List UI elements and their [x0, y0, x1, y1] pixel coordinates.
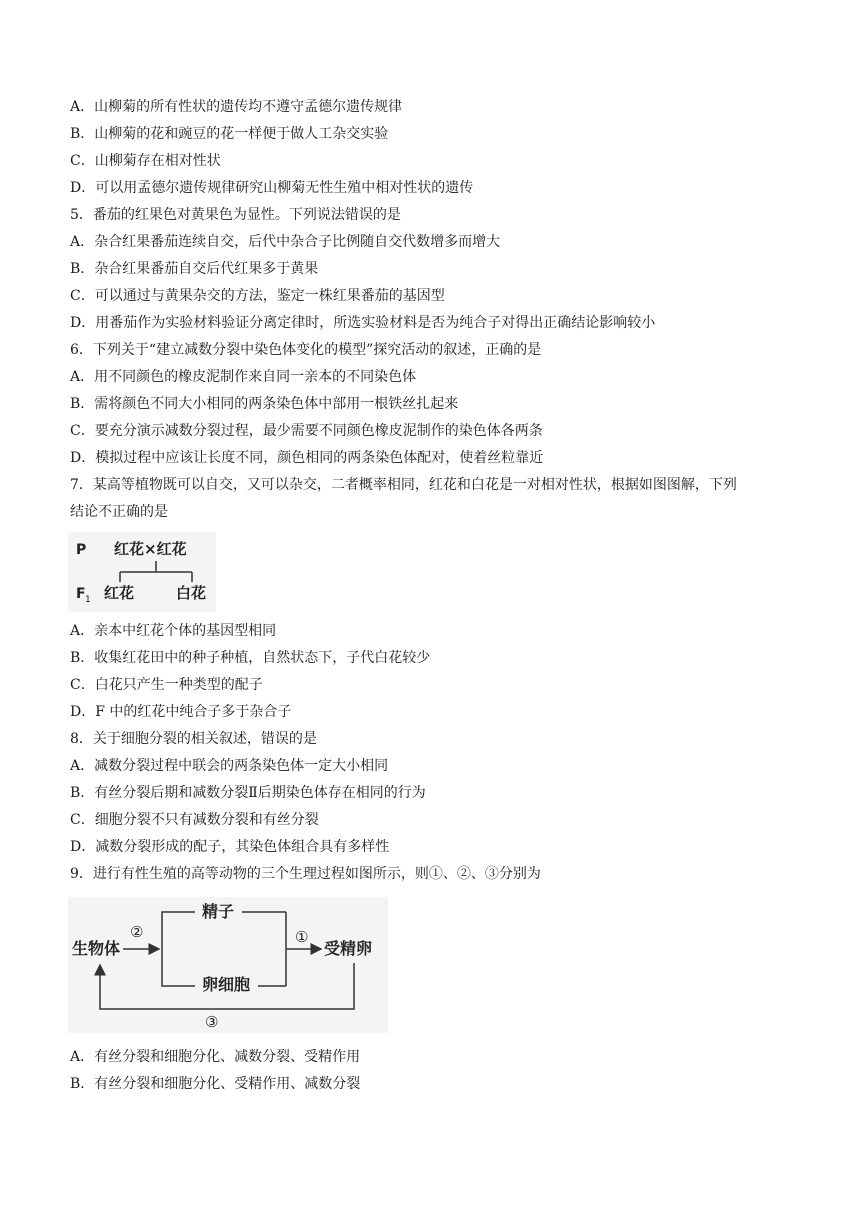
q5-option-a: A．杂合红果番茄连续自交，后代中杂合子比例随自交代数增多而增大	[70, 234, 501, 250]
q7-cross-diagram	[68, 532, 216, 612]
q6-option-d: D．模拟过程中应该让长度不同，颜色相同的两条染色体配对，使着丝粒靠近	[70, 450, 544, 466]
q6-option-b: B．需将颜色不同大小相同的两条染色体中部用一根铁丝扎起来	[70, 396, 459, 412]
q4-option-c: C．山柳菊存在相对性状	[70, 153, 221, 169]
q9-zygote-label: 受精卵	[324, 939, 373, 958]
q7-option-c: C．白花只产生一种类型的配子	[70, 677, 263, 693]
q7-f1-label: F	[76, 586, 86, 602]
q4-option-d: D．可以用孟德尔遗传规律研究山柳菊无性生殖中相对性状的遗传	[70, 180, 474, 196]
q9-process-diagram	[68, 897, 388, 1033]
q6-option-a: A．用不同颜色的橡皮泥制作来自同一亲本的不同染色体	[70, 369, 417, 385]
q9-option-b: B．有丝分裂和细胞分化、受精作用、减数分裂	[70, 1076, 361, 1092]
q6-option-c: C．要充分演示减数分裂过程，最少需要不同颜色橡皮泥制作的染色体各两条	[70, 423, 543, 439]
q8-stem: 8．关于细胞分裂的相关叙述，错误的是	[70, 731, 317, 747]
q9-organism-label: 生物体	[72, 939, 121, 958]
q7-option-b: B．收集红花田中的种子种植，自然状态下，子代白花较少	[70, 650, 431, 666]
q7-p-label: P	[76, 542, 87, 558]
q7-child-red: 红花	[104, 584, 135, 602]
q8-option-c: C．细胞分裂不只有减数分裂和有丝分裂	[70, 812, 319, 828]
q7-option-a: A．亲本中红花个体的基因型相同	[70, 623, 277, 639]
q6-stem: 6．下列关于“建立减数分裂中染色体变化的模型”探究活动的叙述，正确的是	[70, 342, 542, 358]
q7-parent-cross: 红花×红花	[114, 540, 187, 558]
q9-stem: 9．进行有性生殖的高等动物的三个生理过程如图所示，则①、②、③分别为	[70, 866, 541, 882]
q4-option-b: B．山柳菊的花和豌豆的花一样便于做人工杂交实验	[70, 126, 389, 142]
q9-left-bracket	[162, 912, 172, 986]
q5-option-d: D．用番茄作为实验材料验证分离定律时，所选实验材料是否为纯合子对得出正确结论影响较小	[70, 315, 656, 331]
q7-stem-line1: 7．某高等植物既可以自交，又可以杂交，二者概率相同，红花和白花是一对相对性状，根据如图图解，下列	[70, 477, 737, 493]
q7-option-d: D．F 中的红花中纯合子多于杂合子	[70, 704, 292, 720]
q7-f1-subscript: 1	[85, 595, 91, 605]
q9-option-a: A．有丝分裂和细胞分化、减数分裂、受精作用	[70, 1049, 361, 1065]
q9-sperm-label: 精子	[202, 902, 235, 921]
q9-mark-3: ③	[205, 1013, 219, 1031]
q8-option-a: A．减数分裂过程中联会的两条染色体一定大小相同	[70, 758, 389, 774]
q5-option-c: C．可以通过与黄果杂交的方法，鉴定一株红果番茄的基因型	[70, 288, 445, 304]
q4-option-a: A．山柳菊的所有性状的遗传均不遵守孟德尔遗传规律	[70, 99, 403, 115]
q5-stem: 5．番茄的红果色对黄果色为显性。下列说法错误的是	[70, 207, 401, 223]
q8-option-d: D．减数分裂形成的配子，其染色体组合具有多样性	[70, 839, 390, 855]
q7-stem-line2: 结论不正确的是	[70, 504, 168, 520]
q5-option-b: B．杂合红果番茄自交后代红果多于黄果	[70, 261, 319, 277]
q9-mark-1: ①	[295, 928, 309, 946]
q9-egg-label: 卵细胞	[202, 975, 251, 994]
q9-mark-2: ②	[130, 923, 144, 941]
q8-option-b: B．有丝分裂后期和减数分裂Ⅱ后期染色体存在相同的行为	[70, 785, 426, 801]
q7-child-white: 白花	[176, 584, 207, 602]
